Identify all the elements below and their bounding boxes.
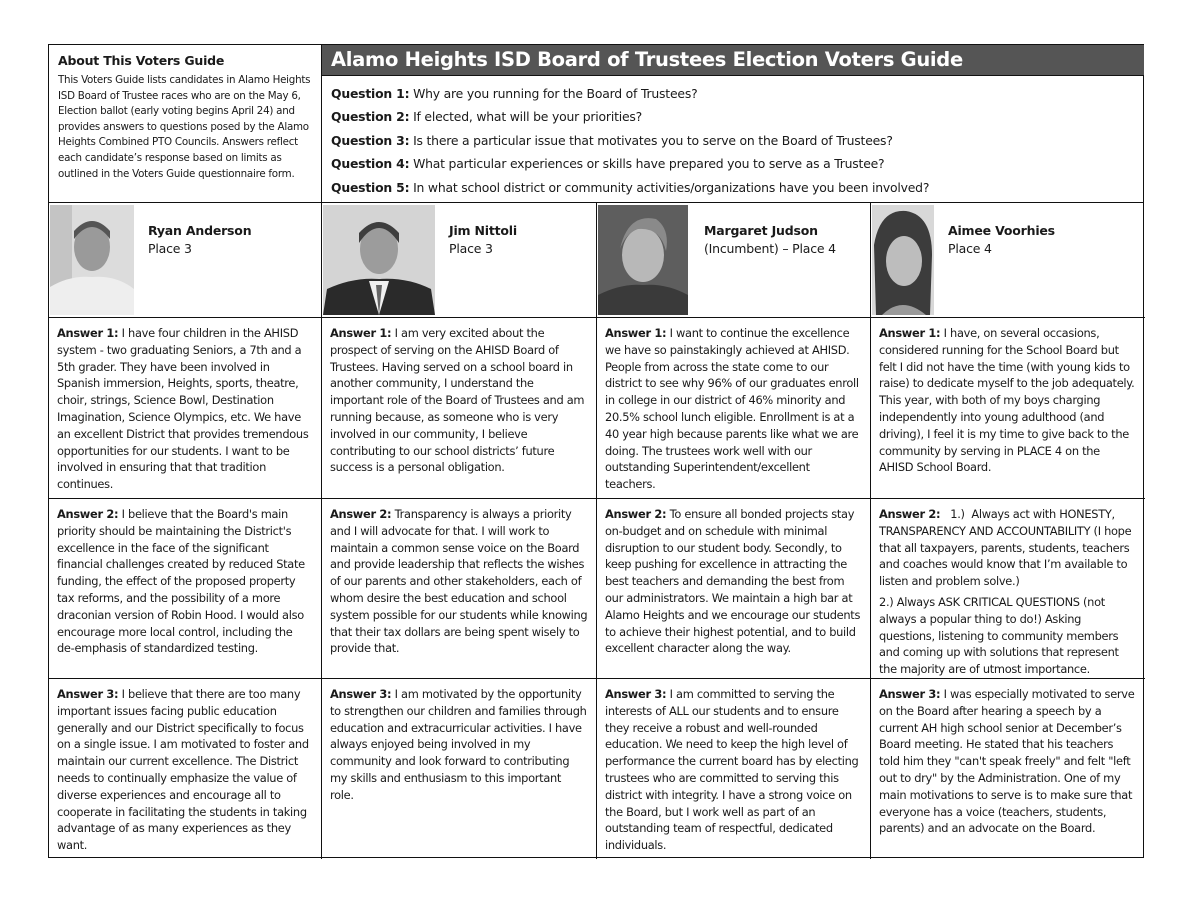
answer-label: Answer 1: — [879, 326, 941, 340]
candidate-place: Place 3 — [449, 241, 493, 256]
candidate-place: Place 3 — [148, 241, 192, 256]
question-text: What particular experiences or skills have prepared you to serve as a Trustee? — [409, 156, 885, 172]
answer-cell — [49, 679, 322, 859]
answer-label: Answer 3: — [879, 687, 941, 701]
answer-cell — [871, 499, 1145, 679]
answer-cell — [597, 318, 871, 499]
candidate-header-margaret-judson — [597, 203, 871, 318]
page-title: Alamo Heights ISD Board of Trustees Election Voters Guide — [322, 45, 1144, 76]
answer-label: Answer 1: — [605, 326, 667, 340]
answer-cell — [322, 499, 597, 679]
answer-label: Answer 2: — [57, 507, 119, 521]
question-3 — [331, 129, 1144, 152]
answer-text: I have four children in the AHISD system - two graduating Seniors, a 7th and a 5th grader. They have been involved in Spanish immersion, Heights, sports, theatre, choir, strings, Science Bowl, Destination Imagination, Science Olympics, etc. We have an excellent District that provides tremendous opportunities for our students. I want to be involved in ensuring that that tradition continues. — [57, 326, 309, 492]
answer-text: I am committed to serving the interests of ALL our students and to ensure they receive a robust and well-rounded education. We need to keep the high level of performance the current board has by electing trustees who are committed to serving this district with integrity. I have a strong voice on the Board, but I work well as part of an outstanding team of respectful, dedicated individuals. — [605, 687, 859, 853]
candidate-photo — [323, 205, 435, 315]
about-body: This Voters Guide lists candidates in Alamo Heights ISD Board of Trustee races who are on the May 6, Election ballot (early voting begins April 24) and provides answers to questions posed by the Alamo Heights Combined PTO Councils. Answers reflect each candidate’s response based on limits as outlined in the Voters Guide questionnaire form. — [58, 74, 311, 180]
answer-text: I believe that the Board's main priority should be maintaining the District's excellence in the face of the significant financial challenges created by reduced State funding, the effect of the proposed property tax reforms, and the possibility of a more draconian version of Robin Hood. I would also encourage more local control, including the de-emphasis of standardized testing. — [57, 507, 305, 656]
question-text: Why are you running for the Board of Trustees? — [409, 86, 698, 101]
answer-text: I have, on several occasions, considered running for the School Board but felt I did not have the time (with young kids to raise) to dedicate myself to the job adequately. This year, with both of my boys charging independently into young adulthood (and driving), I feel it is my time to give back to the community by serving in PLACE 4 on the AHISD School Board. — [879, 326, 1135, 475]
candidate-place: (Incumbent) – Place 4 — [704, 241, 836, 256]
answer-text: 1.) Always act with HONESTY, TRANSPARENCY AND ACCOUNTABILITY (I hope that all taxpayers, parents, students, teachers and coaches would know that I’m available to listen and problem solve.) — [879, 507, 1135, 589]
answer-cell — [322, 679, 597, 859]
candidate-name: Ryan Anderson — [148, 223, 252, 238]
answer-cell — [597, 679, 871, 859]
candidate-header-aimee-voorhies — [871, 203, 1145, 318]
answer-text: I am motivated by the opportunity to strengthen our children and families through education and extracurricular activities. I have always enjoyed being involved in my community and look forward to contributing my skills and enthusiasm to this important role. — [330, 687, 587, 802]
answer-label: Answer 1: — [330, 326, 392, 340]
answer-label: Answer 1: — [57, 326, 119, 340]
answer-cell — [597, 499, 871, 679]
answer-text: I am very excited about the prospect of serving on the AHISD Board of Trustees. Having served on a school board in another community, I understand the important role of the Board of Trustees and am running because, as someone who is very involved in our community, I believe contributing to our school districts’ future success is a personal obligation. — [330, 326, 585, 475]
answer-cell — [871, 679, 1145, 859]
question-5 — [331, 176, 1144, 199]
answer-cell — [49, 499, 322, 679]
question-text: If elected, what will be your priorities? — [409, 109, 643, 125]
question-label: Question 1: — [331, 86, 410, 101]
question-text: In what school district or community activities/organizations have you been involved? — [409, 179, 930, 195]
question-label: Question 4: — [331, 156, 410, 172]
candidate-place: Place 4 — [948, 241, 992, 256]
question-4 — [331, 152, 1144, 175]
question-label: Question 2: — [331, 109, 410, 125]
candidate-name: Jim Nittoli — [449, 223, 517, 238]
question-2 — [331, 105, 1144, 128]
question-label: Question 5: — [331, 179, 410, 195]
answer-label: Answer 3: — [57, 687, 119, 701]
answer-cell — [871, 318, 1145, 499]
answer-text: I want to continue the excellence we have so painstakingly achieved at AHISD. People from across the state come to our district to see why 96% of our graduates enroll in college in our district of 46% minority and 20.5% school lunch eligible. Enrollment is at a 40 year high because parents like what we are doing. The trustees work well with our outstanding Superintendent/excellent teachers. — [605, 326, 859, 492]
question-label: Question 3: — [331, 132, 410, 148]
answer-cell — [49, 318, 322, 499]
questions-panel — [322, 76, 1144, 203]
candidate-name: Aimee Voorhies — [948, 223, 1055, 238]
answer-text: Transparency is always a priority and I will advocate for that. I will work to maintain a common sense voice on the Board and provide leadership that reflects the wishes of our parents and other stakeholders, each of whom desire the best education and school system possible for our students while knowing that their tax dollars are being spent wisely to provide that. — [330, 507, 588, 656]
voters-guide-sheet — [48, 44, 1144, 858]
answer-text: 2.) Always ASK CRITICAL QUESTIONS (not always a popular thing to do!) Asking questions, listening to community members and coming up with solutions that represent the majority are of utmost importance. — [879, 594, 1119, 677]
answer-text: I believe that there are too many important issues facing public education generally and our District specifically to focus on a single issue. I am motivated to foster and maintain our current excellence. The District needs to continually emphasize the value of diverse experiences and encourage all to cooperate in facilitating the students in taking advantage of as many experiences as they want. — [57, 687, 309, 853]
answer-label: Answer 2: — [330, 507, 392, 521]
answer-label: Answer 2: — [605, 507, 667, 521]
answer-label: Answer 3: — [605, 687, 667, 701]
answer-label: Answer 2: — [879, 507, 941, 521]
answer-text: I was especially motivated to serve on the Board after hearing a speech by a current AH high school senior at December’s Board meeting. He stated that his teachers told him they "can't speak freely" and felt "left out to dry" by the Administration. One of my main motivations to serve is to make sure that everyone has a voice (teachers, students, parents) and an advocate on the Board. — [879, 687, 1135, 836]
about-heading: About This Voters Guide — [58, 53, 225, 68]
candidate-photo — [598, 205, 688, 315]
answer-cell — [322, 318, 597, 499]
candidate-header-ryan-anderson — [49, 203, 322, 318]
about-panel — [49, 45, 322, 203]
answer-label: Answer 3: — [330, 687, 392, 701]
candidate-header-jim-nittoli — [322, 203, 597, 318]
candidate-photo — [50, 205, 134, 315]
candidate-photo — [872, 205, 934, 315]
question-1 — [331, 82, 1144, 105]
answer-text: To ensure all bonded projects stay on-budget and on schedule with minimal disruption to our student body. Secondly, to keep pushing for excellence in attracting the best teachers and demanding the best from our administrators. We maintain a high bar at Alamo Heights and we encourage our students to achieve their highest potential, and to build excellent character along the way. — [605, 507, 861, 656]
candidate-name: Margaret Judson — [704, 223, 818, 238]
question-text: Is there a particular issue that motivates you to serve on the Board of Trustees? — [409, 132, 893, 148]
